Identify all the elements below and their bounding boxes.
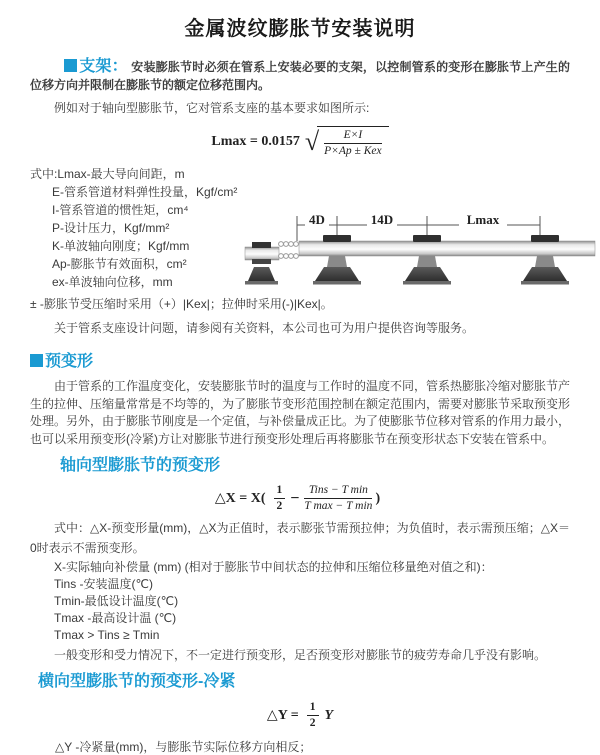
definition-line: Tmax -最高设计温 (℃) (54, 611, 177, 625)
support-section-header (64, 58, 128, 75)
dim-label-4d: 4D (309, 212, 325, 227)
lmax-formula-numerator: E×I (324, 129, 382, 144)
anchor-clamp-bottom (252, 259, 271, 264)
pipe-main (299, 241, 595, 256)
square-root (305, 126, 389, 158)
half-denominator: 2 (276, 500, 283, 512)
lateral-predeform-heading: 横向型膨胀节的预变形-冷紧 (38, 673, 236, 690)
axial-definition-list (30, 559, 570, 644)
formula-definitions-list (30, 165, 280, 291)
lateral-formula-lhs: △Y = (266, 708, 299, 723)
radical-sign-icon: √ (304, 127, 320, 156)
dim-label-lmax: Lmax (466, 212, 500, 227)
support-intro-paragraph (30, 58, 570, 94)
anchor-base (248, 267, 275, 281)
lateral-note: △Y -冷紧量(mm)，与膨胀节实际位移方向相反； (55, 740, 312, 754)
definition-line: K-单波轴向刚度；Kgf/mm (52, 239, 190, 253)
dim-label-14d: 14D (370, 212, 394, 227)
document-page (0, 16, 600, 753)
definition-line: ex-单波轴向位移，mm (52, 275, 173, 289)
plus-minus-note: ± -膨胀节受压缩时采用（+）|Kex|；拉伸时采用(-)|Kex|。 (30, 297, 333, 311)
axial-predeform-heading: 轴向型膨胀节的预变形 (60, 457, 221, 474)
lmax-formula-denominator: P×Ap ± Kex (324, 145, 382, 157)
support-intro-text: 安装膨胀节时必须在管系上安装必要的支架，以控制管系的变形在膨胀节上产生的位移方向并限制在膨胀节的额定位移范围内。 (30, 60, 570, 92)
half-denominator: 2 (309, 717, 316, 729)
pipe-left-segment (245, 247, 279, 260)
definition-line: P-设计压力，Kgf/mm² (52, 221, 170, 235)
service-note: 关于管系支座设计问题，请参阅有关资料，本公司也可为用户提供咨询等服务。 (54, 321, 475, 335)
lateral-predeform-formula (30, 701, 570, 730)
lateral-formula-rhs: Y (324, 707, 334, 723)
predeform-paragraph: 由于管系的工作温度变化，安装膨胀节时的温度与工作时的温度不同，管系热膨胀冷缩对膨胀节产生的拉伸、压缩量常常是不均等的，为了膨胀节变形范围控制在额定范围内，需要对膨胀节采取预变形处理。另外，由于膨胀节刚度是一个定值，与补偿量成正比。为了使膨胀节位移对管系的作用力最小，也可以采用预变形(冷紧)方让对膨胀节进行预变形处理后再将膨胀节在预变形状态下安装在管系中。 (30, 379, 571, 446)
support-example-line: 例如对于轴向型膨胀节，它对管系支座的基本要求如图所示: (54, 101, 370, 115)
axial-formula-close: ) (375, 490, 381, 506)
definition-line: Tins -安装温度(℃) (54, 577, 154, 591)
minus-sign: − (290, 489, 300, 507)
blue-square-icon (30, 354, 43, 367)
definition-line: Tmin-最低设计温度(℃) (54, 594, 179, 608)
bellows-icon (279, 242, 299, 259)
definition-line: Ap-膨胀节有效面积，cm² (52, 257, 187, 271)
blue-square-icon (64, 59, 77, 72)
definition-line: X-实际轴向补偿量 (mm) (相对于膨胀节中间状态的拉伸和压缩位移量绝对值之和)： (54, 560, 493, 574)
anchor-clamp-top (252, 242, 271, 248)
half-numerator: 1 (307, 701, 319, 716)
predeform-section-label: 预变形 (45, 353, 94, 370)
anchor-base-plate (245, 281, 278, 285)
axial-formula-open: △X = X( (214, 491, 266, 506)
axial-formula-explanation: 式中：△X-预变形量(mm)，△X为正值时，表示膨张节需预拉伸；为负值时，表示需预压缩；△X＝0时表示不需预变形。 (30, 521, 570, 555)
definition-line: I-管系管道的惯性矩，cm⁴ (52, 203, 189, 217)
lmax-formula (30, 126, 570, 158)
pipe-support-diagram (245, 211, 595, 306)
definition-line: Tmax > Tins ≥ Tmin (54, 628, 160, 642)
lmax-formula-lhs: Lmax = 0.0157 (211, 134, 300, 149)
half-numerator: 1 (274, 484, 286, 499)
temp-denominator: T max − T min (304, 500, 373, 512)
page-title: 金属波纹膨胀节安装说明 (184, 18, 416, 40)
definition-line: 式中:Lmax-最大导向间距，m (30, 167, 185, 181)
axial-predeform-formula (30, 484, 570, 513)
definition-line: E-管系管道材料弹性投量，Kgf/cm² (52, 185, 238, 199)
support-section-label: 支架： (79, 58, 128, 75)
axial-general-note: 一般变形和受力情况下，不一定进行预变形，足否预变形对膨胀节的疲劳寿命几乎没有影响。 (54, 648, 547, 662)
temp-numerator: Tins − T min (304, 484, 372, 499)
predeform-section-header (30, 351, 570, 373)
